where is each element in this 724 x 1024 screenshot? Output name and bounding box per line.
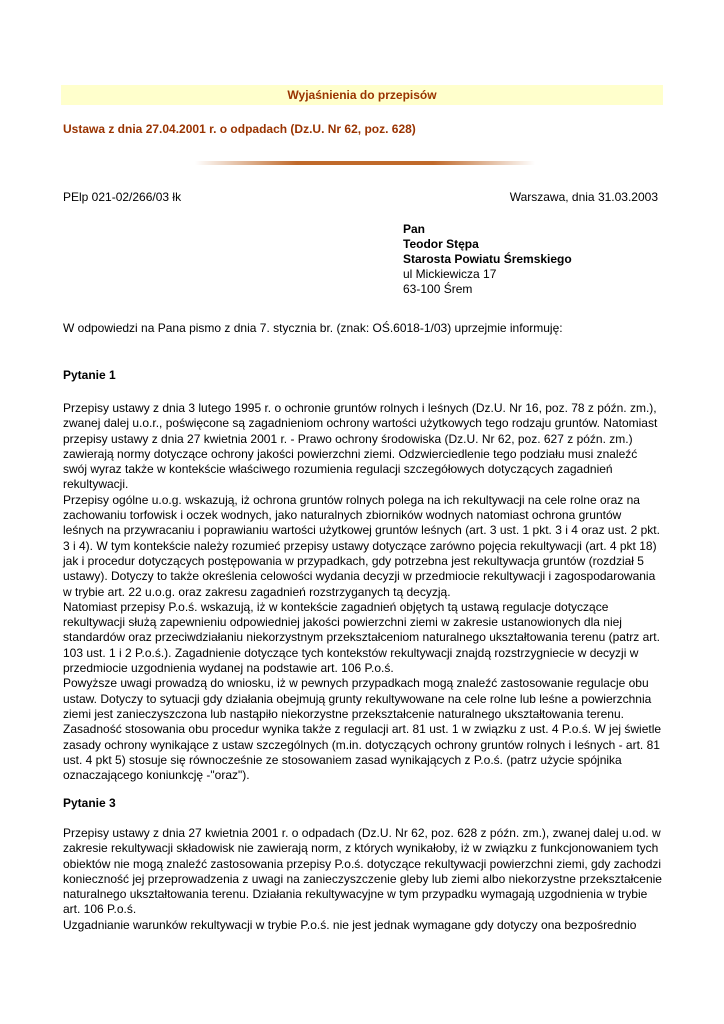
divider-line — [195, 161, 535, 165]
letter-date: Warszawa, dnia 31.03.2003 — [509, 190, 658, 204]
recipient-title: Starosta Powiatu Śremskiego — [403, 252, 572, 266]
paragraph: Zasadność stosowania obu procedur wynika także z regulacji art. 81 ust. 1 w związku z ust. 4 P.o.ś. W jej świetle zasady ochrony wynikające z ustaw szczególnych (m.in. dotyczących ochrony gruntów rolnych i leśnych - art. 81 ust. 4 pkt 5) stosuje się równocześnie ze stosowaniem zasad wynikających z P.o.ś. (patrz użycie spójnika oznaczającego koniunkcję -"oraz"). — [63, 722, 662, 783]
section-body — [63, 401, 663, 783]
paragraph: Uzgadnianie warunków rekultywacji w trybie P.o.ś. nie jest jednak wymagane gdy dotyczy ona bezpośrednio — [63, 917, 637, 932]
banner-title: Wyjaśnienia do przepisów — [61, 85, 663, 105]
letter-intro: W odpowiedzi na Pana pismo z dnia 7. stycznia br. (znak: OŚ.6018-1/03) uprzejmie informuję: — [63, 321, 563, 335]
act-title: Ustawa z dnia 27.04.2001 r. o odpadach (Dz.U. Nr 62, poz. 628) — [63, 122, 416, 136]
letter-reference: PElp 021-02/266/03 łk — [63, 190, 182, 204]
section-body — [63, 826, 663, 933]
paragraph: Przepisy ustawy z dnia 27 kwietnia 2001 r. o odpadach (Dz.U. Nr 62, poz. 628 z późn. zm.), zwanej dalej u.od. w zakresie rekultywacji składowisk nie zawierają norm, z których wynikałoby, iż w związku z funkcjonowaniem tych obiektów nie mogą znaleźć zastosowania przepisy P.o.ś. dotyczące rekultywacji powierzchni ziemi, gdy zachodzi konieczność jej przeprowadzenia z uwagi na zanieczyszczenie gleby lub ziemi albo niekorzystne przekształcenie naturalnego ukształtowania terenu. Działania rekultywacyjne w tym przypadku wymagają uzgodnienia w trybie art. 106 P.o.ś. — [63, 826, 662, 917]
paragraph: Przepisy ustawy z dnia 3 lutego 1995 r. o ochronie gruntów rolnych i leśnych (Dz.U. Nr 16, poz. 78 z późn. zm.), zwanej dalej u.o.r., poświęcone są zagadnieniom ochrony wartości użytkowych tego rodzaju gruntów. Natomiast przepisy ustawy z dnia 27 kwietnia 2001 r. - Prawo ochrony środowiska (Dz.U. Nr 62, poz. 627 z późn. zm.) zawierają normy dotyczące ochrony jakości powierzchni ziemi. Odzwierciedlenie tego podziału musi znaleźć swój wyraz także w kontekście właściwego rozumienia regulacji szczegółowych dotyczących zagadnień rekultywacji. — [63, 401, 658, 492]
recipient-city: 63-100 Śrem — [403, 282, 473, 296]
recipient-salutation: Pan — [403, 222, 426, 236]
section-heading: Pytanie 1 — [63, 368, 116, 382]
paragraph: Natomiast przepisy P.o.ś. wskazują, iż w kontekście zagadnień objętych tą ustawą regulacje dotyczące rekultywacji służą zapewnieniu odpowiedniej jakości powierzchni ziemi w zakresie ustanowionych dla niej standardów oraz przeciwdziałaniu niekorzystnym przekształceniom naturalnego ukształtowania terenu (patrz art. 103 ust. 1 i 2 P.o.ś.). Zagadnienie dotyczące tych kontekstów rekultywacji znajdą rozstrzygniecie w decyzji w przedmiocie uzgodnienia wydanej na podstawie art. 106 P.o.ś. — [63, 599, 660, 676]
recipient-name: Teodor Stępa — [403, 237, 479, 251]
paragraph: Przepisy ogólne u.o.g. wskazują, iż ochrona gruntów rolnych polega na ich rekultywacji na cele rolne oraz na zachowaniu torfowisk i oczek wodnych, jako naturalnych zbiorników wodnych natomiast ochrona gruntów leśnych na przywracaniu i poprawianiu wartości użytkowej gruntów leśnych (art. 3 ust. 1 pkt. 3 i 4 oraz ust. 2 pkt. 3 i 4). W tym kontekście należy rozumieć przepisy ustawy dotyczące zarówno pojęcia rekultywacji (art. 4 pkt 18) jak i procedur dotyczących postępowania w przypadkach, gdy potrzebna jest rekultywacja gruntów (rozdział 5 ustawy). Dotyczy to także określenia celowości wydania decyzji w przedmiocie rekultywacji i zagospodarowania w trybie art. 22 u.o.g. oraz zakresu zagadnień rozstrzyganych tą decyzją. — [63, 492, 660, 599]
recipient-street: ul Mickiewicza 17 — [403, 267, 497, 281]
paragraph: Powyższe uwagi prowadzą do wniosku, iż w pewnych przypadkach mogą znaleźć zastosowanie regulacje obu ustaw. Dotyczy to sytuacji gdy działania obejmują grunty rekultywowane na cele rolne lub leśne a powierzchnia ziemi jest zanieczyszczona lub nastąpiło niekorzystne przekształcenie naturalnego ukształtowania terenu. — [63, 676, 652, 721]
section-heading: Pytanie 3 — [63, 796, 116, 810]
recipient-address — [403, 222, 572, 297]
